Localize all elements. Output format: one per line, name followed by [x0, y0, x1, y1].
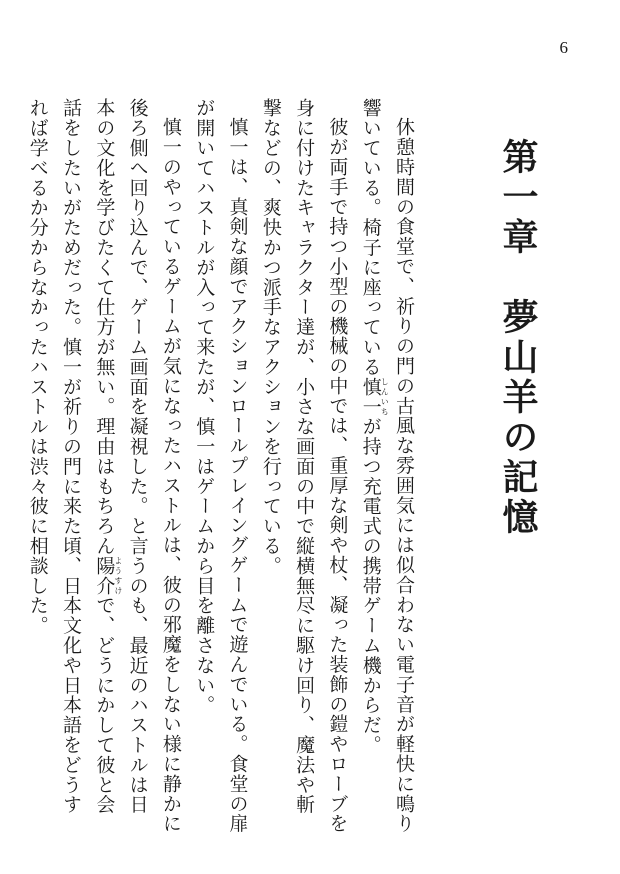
ruby-annotation — [359, 376, 390, 417]
paragraph-text: で、どうにかして彼と会話をしたいがためだった。慎一が祈りの門に来た頃、日本文化や日本語をどうすれば学べるか分からなかったハストルは渋々彼に相談した。 — [26, 98, 116, 815]
paragraph — [20, 98, 186, 834]
paragraph-text: 休憩時間の食堂で、祈りの門の古風な雰囲気には似合わない電子音が軽快に鳴り響いている。椅子に座っている — [359, 98, 415, 834]
paragraph-text: 彼が両手で持つ小型の機械の中では、重厚な剣や杖、凝った装飾の鎧やローブを身に付けたキャラクター達が、小さな画面の中で縦横無尽に駆け回り、魔法や斬撃などの、爽快かつ派手なアクションを行っている。 — [259, 98, 349, 834]
paragraph-text: が持つ充電式の携帯ゲーム機からだ。 — [359, 416, 382, 755]
body-text — [26, 98, 420, 834]
ruby-base: 陽介 — [93, 555, 116, 596]
ruby-annotation — [93, 555, 123, 596]
paragraph — [187, 98, 254, 834]
chapter-title: 第一章 夢山羊の記憶 — [497, 138, 539, 538]
paragraph — [353, 98, 420, 834]
paragraph-text: 慎一のやっているゲームが気になったハストルは、彼の邪魔をしない様に静かに後ろ側へ回り込んで、ゲーム画面を凝視した。と言うのも、最近のハストルは日本の文化を学びたくて仕方が無い。理由はもちろん — [93, 98, 182, 834]
ruby-reading: ようすけ — [113, 555, 123, 596]
paragraph-text: 慎一は、真剣な顔でアクションロールプレイングゲームで遊んでいる。食堂の扉が開いてハストルが入って来たが、慎一はゲームから目を離さない。 — [193, 98, 249, 834]
page-number: 6 — [559, 38, 568, 57]
ruby-reading: しんいち — [380, 376, 390, 417]
ruby-base: 慎一 — [359, 376, 382, 417]
paragraph — [254, 98, 354, 834]
